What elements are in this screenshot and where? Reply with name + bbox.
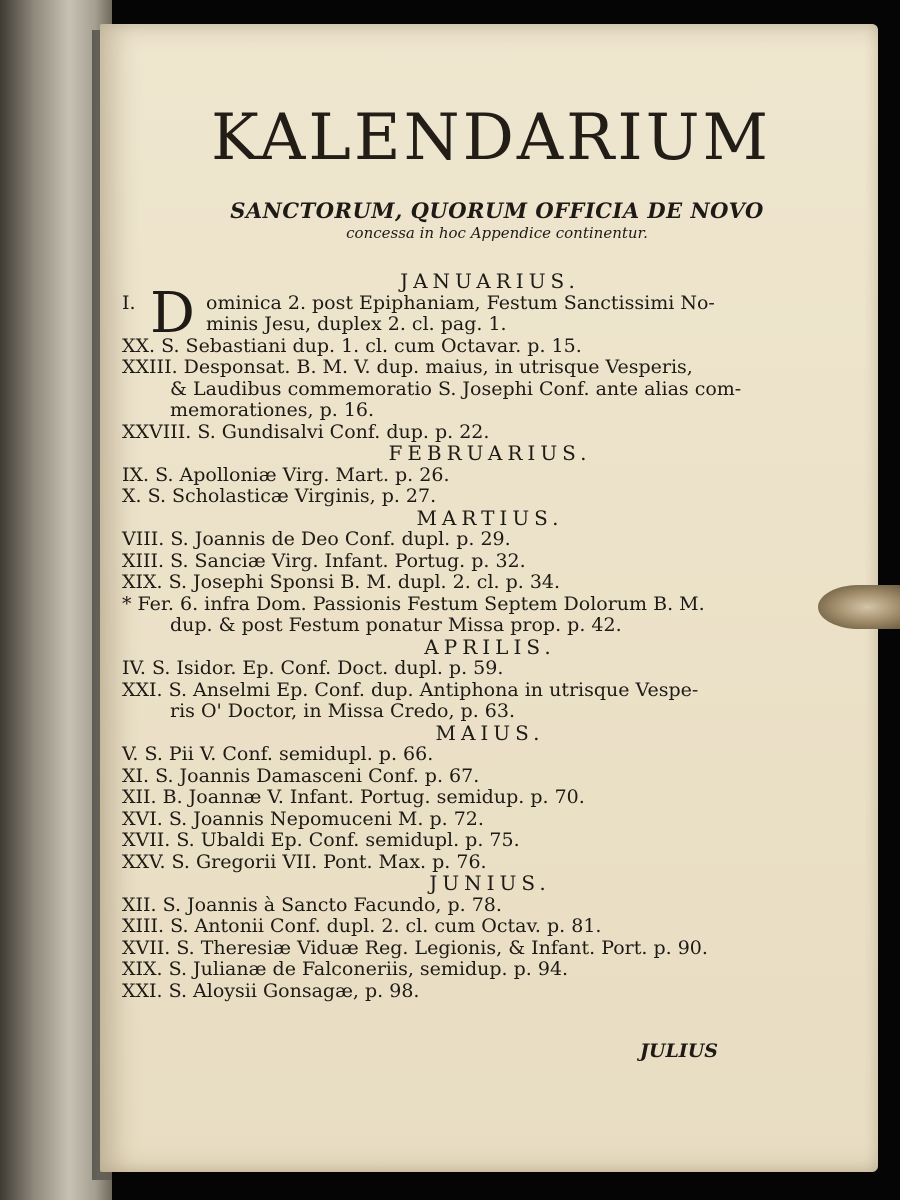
calendar-entry: XXI. S. Anselmi Ep. Conf. dup. Antiphona in utrisque Vespe- [122, 678, 699, 701]
calendar-entry: XXIII. Desponsat. B. M. V. dup. maius, in utrisque Vesperis, [122, 356, 693, 378]
calendar-entry: XXVIII. S. Gundisalvi Conf. dup. p. 22. [122, 420, 490, 443]
calendar-entry: XIX. S. Josephi Sponsi B. M. dupl. 2. cl. p. 34. [122, 571, 561, 593]
month-heading-aprilis: APRILIS. [424, 634, 556, 659]
calendar-entry: XIII. S. Sanciæ Virg. Infant. Portug. p. 32. [122, 549, 526, 572]
month-heading-junius: JUNIUS. [429, 871, 551, 895]
bookmark-tab-icon [818, 585, 900, 629]
calendar-entry: * Fer. 6. infra Dom. Passionis Festum Septem Dolorum B. M. [122, 592, 705, 615]
calendar-entry: XX. S. Sebastiani dup. 1. cl. cum Octavar. p. 15. [122, 334, 582, 357]
calendar-entry: XVII. S. Theresiæ Viduæ Reg. Legionis, & Infant. Port. p. 90. [122, 936, 708, 959]
catchword: JULIUS [639, 1040, 718, 1062]
month-heading-maius: MAIUS. [435, 720, 545, 745]
calendar-entry: XII. B. Joannæ V. Infant. Portug. semidup. p. 70. [122, 786, 585, 808]
calendar-entry: XXI. S. Aloysii Gonsagæ, p. 98. [122, 979, 420, 1002]
calendar-entry: XI. S. Joannis Damasceni Conf. p. 67. [122, 764, 480, 787]
subtitle-line-1: SANCTORUM, QUORUM OFFICIA DE NOVO [230, 198, 764, 223]
calendar-entry: VIII. S. Joannis de Deo Conf. dupl. p. 29. [122, 528, 511, 550]
calendar-entry-continuation: & Laudibus commemoratio S. Josephi Conf. ante alias com- [170, 377, 742, 400]
calendar-entry: IV. S. Isidor. Ep. Conf. Doct. dupl. p. 59. [122, 657, 504, 679]
calendar-entry: XXV. S. Gregorii VII. Pont. Max. p. 76. [122, 850, 487, 873]
entry-number: I. [122, 291, 136, 314]
calendar-entry: XIX. S. Julianæ de Falconeriis, semidup. p. 94. [122, 958, 569, 980]
month-heading-martius: MARTIUS. [416, 505, 564, 530]
page-content [116, 24, 878, 1172]
calendar-entry: XVI. S. Joannis Nepomuceni M. p. 72. [122, 807, 484, 830]
month-heading-januarius: JANUARIUS. [400, 269, 580, 293]
calendar-entry-continuation: ris O' Doctor, in Missa Credo, p. 63. [170, 700, 516, 722]
calendar-entry: V. S. Pii V. Conf. semidupl. p. 66. [122, 743, 434, 765]
calendar-entry: XII. S. Joannis à Sancto Facundo, p. 78. [122, 893, 502, 916]
page-title: KALENDARIUM [210, 101, 772, 175]
calendar-entry-continuation: memorationes, p. 16. [170, 399, 375, 421]
calendar-entry-continuation: dup. & post Festum ponatur Missa prop. p. 42. [170, 614, 622, 636]
calendar-entry: X. S. Scholasticæ Virginis, p. 27. [122, 485, 437, 507]
calendar-entry-continuation: minis Jesu, duplex 2. cl. pag. 1. [206, 313, 507, 335]
calendar-entry: XVII. S. Ubaldi Ep. Conf. semidupl. p. 75. [122, 829, 520, 851]
calendar-entry-text: ominica 2. post Epiphaniam, Festum Sanctissimi No- [206, 291, 715, 314]
month-heading-februarius: FEBRUARIUS. [388, 441, 592, 465]
drop-cap: D [150, 281, 195, 346]
calendar-entry: IX. S. Apolloniæ Virg. Mart. p. 26. [122, 463, 450, 486]
calendar-list [116, 271, 864, 1002]
subtitle-line-2: concessa in hoc Appendice continentur. [346, 224, 648, 242]
book-page [100, 24, 878, 1172]
calendar-entry: XIII. S. Antonii Conf. dupl. 2. cl. cum Octav. p. 81. [122, 915, 602, 937]
